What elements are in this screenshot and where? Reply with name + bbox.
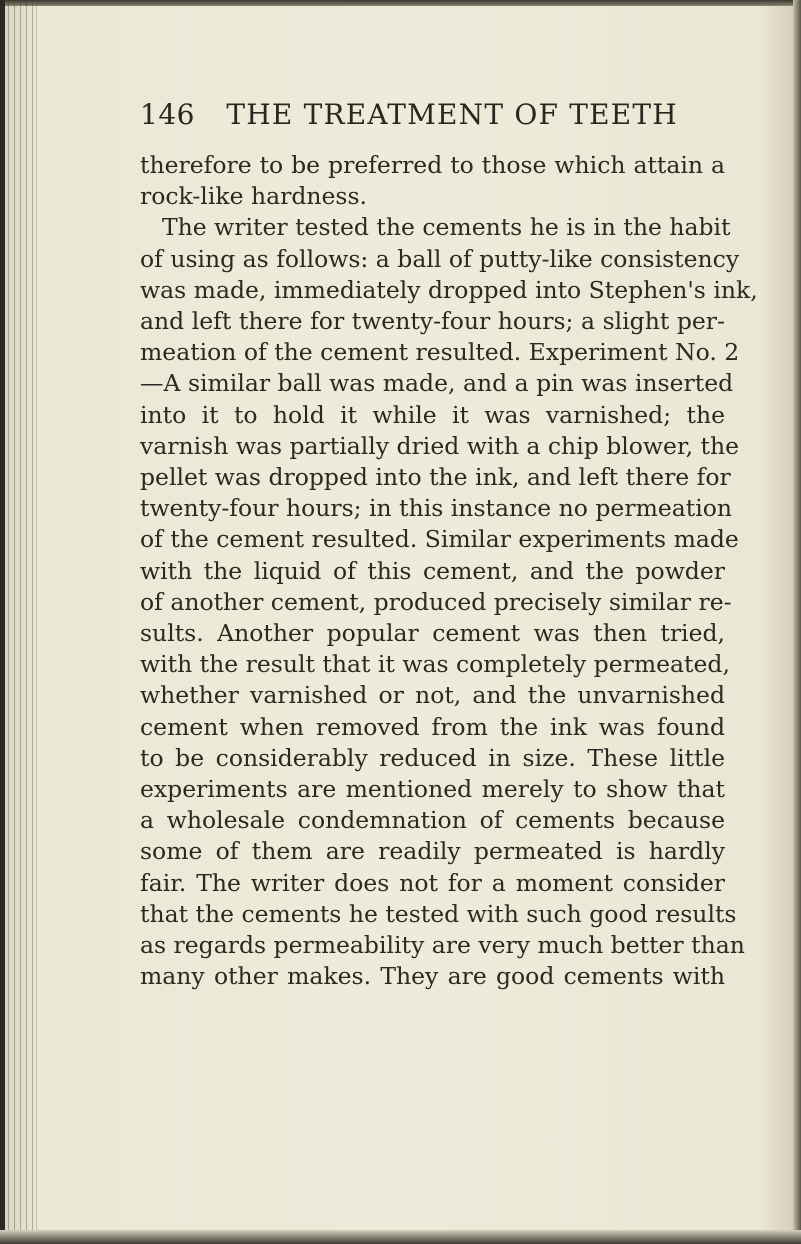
text-line: that the cements he tested with such good results (140, 899, 737, 928)
page-top-edge (0, 0, 801, 6)
running-title: THE TREATMENT OF TEETH (226, 98, 678, 131)
text-line: into it to hold it while it was varnished; the (140, 400, 725, 429)
page-right-edge (793, 0, 801, 1244)
text-line: to be considerably reduced in size. These little (140, 743, 725, 772)
text-line: and left there for twenty-four hours; a slight per- (140, 307, 725, 336)
binding-dark-strip (0, 0, 5, 1244)
text-line: with the result that it was completely permeated, (140, 650, 730, 679)
text-line: The writer tested the cements he is in the habit (162, 213, 731, 242)
text-line: pellet was dropped into the ink, and left there for (140, 463, 731, 492)
book-binding (0, 0, 37, 1244)
text-line: twenty-four hours; in this instance no permeation (140, 494, 733, 523)
text-line: was made, immediately dropped into Stephen's ink, (140, 275, 758, 304)
text-line: rock-like hardness. (140, 182, 368, 211)
text-line: experiments are mentioned merely to show that (140, 775, 725, 804)
text-line: of the cement resulted. Similar experiments made (140, 525, 739, 554)
running-header (140, 98, 678, 131)
body-text (140, 150, 758, 992)
text-line: whether varnished or not, and the unvarnished (140, 681, 725, 710)
text-line: as regards permeability are very much better than (140, 931, 745, 960)
page-bottom-edge (0, 1230, 801, 1244)
text-line: many other makes. They are good cements with (140, 962, 725, 991)
text-line: —A similar ball was made, and a pin was inserted (140, 369, 734, 398)
text-line: with the liquid of this cement, and the powder (140, 556, 725, 585)
text-line: some of them are readily permeated is hardly (140, 837, 725, 866)
text-line: meation of the cement resulted. Experiment No. 2 (140, 338, 740, 367)
text-line: fair. The writer does not for a moment consider (140, 868, 725, 897)
text-line: therefore to be preferred to those which attain a (140, 151, 725, 179)
page-number: 146 (140, 98, 195, 131)
text-line: of using as follows: a ball of putty-like consistency (140, 244, 740, 273)
text-line: sults. Another popular cement was then tried, (140, 619, 725, 648)
text-line: a wholesale condemnation of cements because (140, 806, 725, 835)
text-line: of another cement, produced precisely similar re- (140, 587, 732, 616)
text-line: varnish was partially dried with a chip blower, the (140, 431, 740, 460)
text-line: cement when removed from the ink was found (140, 712, 725, 741)
